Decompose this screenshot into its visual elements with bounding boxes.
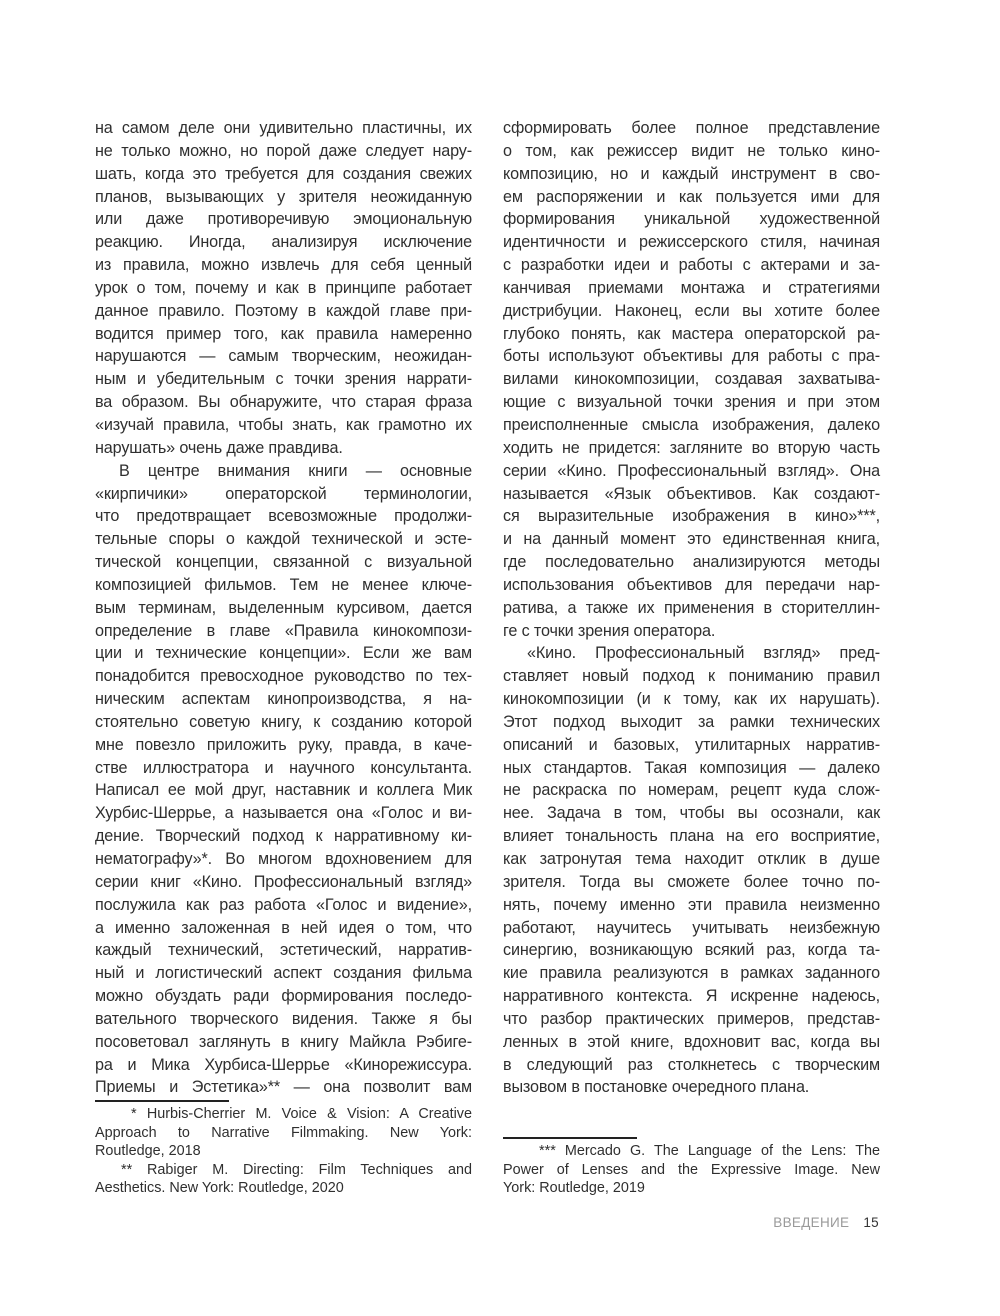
text-line: а именно заложенная в ней идея о том, что [95,918,472,937]
text-line: ге с точки зрения оператора. [503,621,716,640]
text-line: стве иллюстратора и научного консультанта. [95,758,472,777]
text-line: ставляет новый подход к пониманию правил [503,667,880,686]
text-line: стоятельно советую книгу, к созданию которой [95,712,472,731]
text-line: каждый технический, эстетический, нарратив- [95,941,472,960]
text-line: кинокомпозиции (и к тому, как их нарушать). [503,690,880,709]
text-line: ва образом. Вы обнаружите, что старая фраза [95,393,472,412]
text-line: работают, научитесь учитывать неизбежную [503,918,880,937]
text-line: Этот подход выходит за рамки технических [503,712,880,731]
text-line: композицией фильмов. Тем не менее ключе- [95,575,472,594]
left-column [95,117,472,1099]
text-line: урок о том, почему и как в принципе работает [95,278,472,297]
text-line: идентичности и режиссерского стиля, начиная [503,233,880,252]
text-line: преисполненные смысла изображения, далеко [503,415,880,434]
text-line: нематографу»*. Во многом вдохновением для [95,850,472,868]
text-line: нять, почему именно эти правила неизменно [503,895,880,914]
text-line: боты используют объективы для работы с пра- [503,347,880,366]
text-line: «кирпичики» операторской терминологии, [95,484,472,503]
text-line: Приемы и Эстетика»** — она позволит вам [95,1078,472,1097]
footnote-line: Routledge, 2018 [95,1143,201,1160]
text-line: нарушать» очень даже правдива. [95,438,343,457]
footnote-line: York: Routledge, 2019 [503,1180,645,1197]
text-line: дение. Творческий подход к нарративному ки- [95,827,472,846]
text-line: определение в главе «Правила кинокомпози- [95,621,472,640]
text-line: что предотвращает всевозможные продолжи- [95,507,472,526]
text-line: синергию, возникающую всякий раз, когда та- [503,941,880,960]
text-line: ный и логистический аспект создания фильма [95,964,472,983]
text-line: кие правила реализуются в рамках заданного [503,964,880,983]
text-line: о том, как режиссер видит не только кино- [503,141,880,160]
text-line: из правила, можно извлечь для себя ценный [95,256,472,275]
text-line: планов, вызывающих у зрителя неожиданную [95,187,472,206]
text-line: «Кино. Профессиональный взгляд» пред- [527,644,880,663]
text-line: дистрибуции. Наконец, если вы хотите более [503,301,880,320]
text-line: серии книг «Кино. Профессиональный взгляд» [95,872,472,891]
text-line: что разбор практических примеров, представ- [503,1009,880,1028]
footnote-line: Approach to Narrative Filmmaking. New York: [95,1124,472,1141]
footnote-line: *** Mercado G. The Language of the Lens: The [539,1143,880,1159]
text-line: не только можно, но порой даже следует нару- [95,141,472,160]
text-line: Хурбис-Шеррье, а называется она «Голос и ви- [95,804,472,823]
text-line: шать, когда это требуется для создания свежих [95,164,472,183]
text-line: мне повезло приложить руку, правда, в каче- [95,735,472,754]
text-line: В центре внимания книги — основные [119,461,472,480]
text-line: и на данный момент это единственная книга, [503,530,880,549]
text-line: данное правило. Поэтому в каждой главе при- [95,301,472,320]
text-line: называется «Язык объективов. Как создают- [503,484,880,503]
text-line: как затронутая тема находит отклик в душе [503,850,880,868]
text-line: вым терминам, выделенным курсивом, дается [95,598,472,617]
text-line: где последовательно анализируются методы [503,553,880,572]
footnote-line: Power of Lenses and the Expressive Image. New [503,1161,880,1178]
footnotes-left [95,1105,472,1198]
text-line: ции и технические концепции». Если же вам [95,644,472,663]
text-line: ническим аспектам кинопроизводства, я на- [95,690,472,709]
footnote-line: * Hurbis-Cherrier M. Voice & Vision: A Creative [131,1106,472,1122]
text-line: водится пример того, как правила намеренно [95,324,472,343]
text-line: канчивая приемами монтажа и стратегиями [503,278,880,297]
text-line: послужила как раз работа «Голос и видение», [95,895,472,914]
text-line: «изучай правила, чтобы знать, как грамотно их [95,415,472,434]
text-line: тельные споры о каждой технической и эсте- [95,530,472,549]
text-line: описаний и базовых, утилитарных нарратив- [503,735,880,754]
text-line: в следующий раз столкнетесь с творческим [503,1055,880,1074]
text-line: вызовом в постановке очередного плана. [503,1078,810,1097]
text-line: ра и Мика Хурбиса-Шеррье «Кинорежиссура. [95,1055,472,1074]
text-line: сформировать более полное представление [503,119,880,137]
text-line: с разработки идеи и работы с актерами и за- [503,256,880,275]
text-line: зрителя. Тогда вы сможете более точно по- [503,872,880,891]
running-section-title: ВВЕДЕНИЕ [773,1215,850,1230]
text-line: вательного творческого видения. Также я бы [95,1009,472,1028]
text-line: влияет тональность плана на его восприятие, [503,827,880,846]
text-line: понадобится превосходное руководство по тех- [95,667,472,686]
text-line: нее. Задача в том, чтобы вы осознали, как [503,804,880,823]
text-line: ленных в этой книге, вдохновит вас, когда вы [503,1032,880,1051]
page-number: 15 [863,1215,879,1230]
text-line: композицию, но и каждый инструмент в сво- [503,164,880,183]
text-line: или даже противоречивую эмоциональную [95,210,472,229]
footnotes-right [503,1142,880,1198]
page-footer [773,1215,879,1230]
text-line: нарушаются — самым творческим, неожидан- [95,347,472,366]
text-line: реакцию. Иногда, анализируя исключение [95,233,472,252]
text-line: на самом деле они удивительно пластичны, их [95,119,472,137]
footnote-rule-left [95,1100,229,1102]
text-line: вилами кинокомпозиции, создавая захватыва- [503,370,880,389]
text-line: нарративного контекста. Я искренне надеюсь, [503,987,880,1006]
text-line: посоветовал заглянуть в книгу Майкла Рэбиге- [95,1032,472,1051]
text-line: ным и убедительным с точки зрения наррати- [95,370,472,389]
text-line: использования объективов для передачи нар- [503,575,880,594]
text-line: ся выразительные изображения в кино»***, [503,507,880,526]
text-line: ходить не придется: загляните во вторую часть [503,438,880,457]
text-line: глубоко понять, как мастера операторской ра- [503,324,880,343]
footnote-line: ** Rabiger M. Directing: Film Techniques and [121,1161,472,1178]
footnote-rule-right [503,1137,637,1139]
text-line: Написал ее мой друг, наставник и коллега Мик [95,781,472,800]
right-column [503,117,880,1099]
footnote-line: Aesthetics. New York: Routledge, 2020 [95,1180,344,1197]
text-line: не раскраска по номерам, рецепт куда слож- [503,781,880,800]
text-line: ратива, а также их применения в сторителлин- [503,598,880,617]
text-line: тической концепции, связанной с визуальной [95,553,472,572]
text-line: можно обуздать ради формирования последо- [95,987,472,1006]
text-line: ем распоряжении и как пользуется ими для [503,187,880,206]
text-line: ющие с визуальной точки зрения и при этом [503,393,880,412]
text-line: ных стандартов. Такая композиция — далеко [503,758,880,777]
text-line: формирования уникальной художественной [503,210,880,229]
text-line: серии «Кино. Профессиональный взгляд». Она [503,461,880,480]
